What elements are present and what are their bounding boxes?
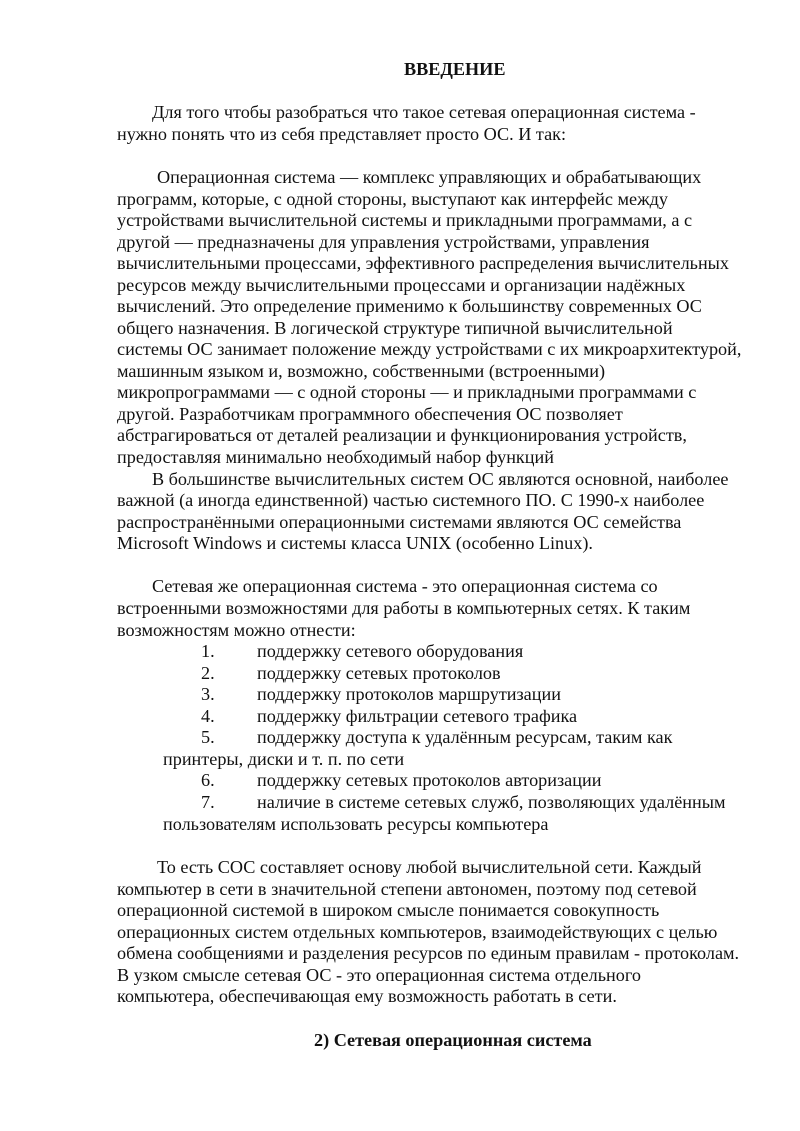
definition-line: микропрограммами — с одной стороны — и прикладными программами с [117,382,697,402]
list-item-text: поддержку сетевого оборудования [257,641,524,661]
list-item-number: 3. [201,684,215,704]
definition-line: ресурсов между вычислительными процессами и организации надёжных [117,275,686,295]
conclusion-line: В узком смысле сетевая ОС - это операционная система отдельного [117,965,641,985]
network-os-line: встроенными возможностями для работы в компьютерных сетях. К таким [117,598,691,618]
definition-line: машинным языком и, возможно, собственными (встроенными) [117,361,606,381]
conclusion-line: компьютер в сети в значительной степени автономен, поэтому под сетевой [117,879,697,899]
conclusion-line: То есть СОС составляет основу любой вычислительной сети. Каждый [157,857,702,877]
list-item-text: наличие в системе сетевых служб, позволяющих удалённым [257,792,726,812]
page-heading: ВВЕДЕНИЕ [404,59,506,79]
definition-line: системы ОС занимает положение между устройствами с их микроархитектурой, [117,339,742,359]
conclusion-line: компьютера, обеспечивающая ему возможность работать в сети. [117,986,617,1006]
definition-line: Операционная система — комплекс управляющих и обрабатывающих [157,167,702,187]
definition-line: устройствами вычислительной системы и прикладными программами, а с [117,210,693,230]
definition-line: вычислительными процессами, эффективного распределения вычислительных [117,253,729,273]
list-item-number: 4. [201,706,215,726]
definition-line: другой. Разработчикам программного обеспечения ОС позволяет [117,404,623,424]
network-os-line: Сетевая же операционная система - это операционная система со [152,576,658,596]
definition-line: вычислений. Это определение применимо к большинству современных ОС [117,296,702,316]
list-item-number: 6. [201,770,215,790]
list-item-number: 7. [201,792,215,812]
network-os-line: возможностям можно отнести: [117,620,356,640]
families-line: важной (а иногда единственной) частью системного ПО. С 1990-х наиболее [117,490,705,510]
definition-line: абстрагироваться от деталей реализации и функционирования устройств, [117,425,687,445]
definition-line: предоставляя минимально необходимый набор функций [117,447,554,467]
conclusion-line: операционных систем отдельных компьютеров, взаимодействующих с целью [117,922,718,942]
families-line: В большинстве вычислительных систем ОС являются основной, наиболее [152,469,729,489]
conclusion-line: обмена сообщениями и разделения ресурсов по единым правилам - протоколам. [117,943,740,963]
list-item-number: 1. [201,641,215,661]
conclusion-line: операционной системой в широком смысле понимается совокупность [117,900,660,920]
intro-line: Для того чтобы разобраться что такое сетевая операционная система - [152,102,696,122]
section-heading: 2) Сетевая операционная система [314,1030,592,1050]
definition-line: другой — предназначены для управления устройствами, управления [117,232,650,252]
definition-line: программ, которые, с одной стороны, выступают как интерфейс между [117,189,668,209]
list-item-continuation: принтеры, диски и т. п. по сети [163,749,405,769]
intro-line: нужно понять что из себя представляет просто ОС. И так: [117,124,567,144]
list-item-number: 5. [201,727,215,747]
list-item-text: поддержку доступа к удалённым ресурсам, таким как [257,727,673,747]
list-item-text: поддержку протоколов маршрутизации [257,684,561,704]
list-item-number: 2. [201,663,215,683]
definition-line: общего назначения. В логической структуре типичной вычислительной [117,318,673,338]
list-item-continuation: пользователям использовать ресурсы компьютера [163,814,549,834]
families-line: распространёнными операционными системами являются ОС семейства [117,512,682,532]
list-item-text: поддержку фильтрации сетевого трафика [257,706,578,726]
list-item-text: поддержку сетевых протоколов авторизации [257,770,602,790]
families-line: Microsoft Windows и системы класса UNIX (особенно Linux). [117,533,593,553]
list-item-text: поддержку сетевых протоколов [257,663,501,683]
